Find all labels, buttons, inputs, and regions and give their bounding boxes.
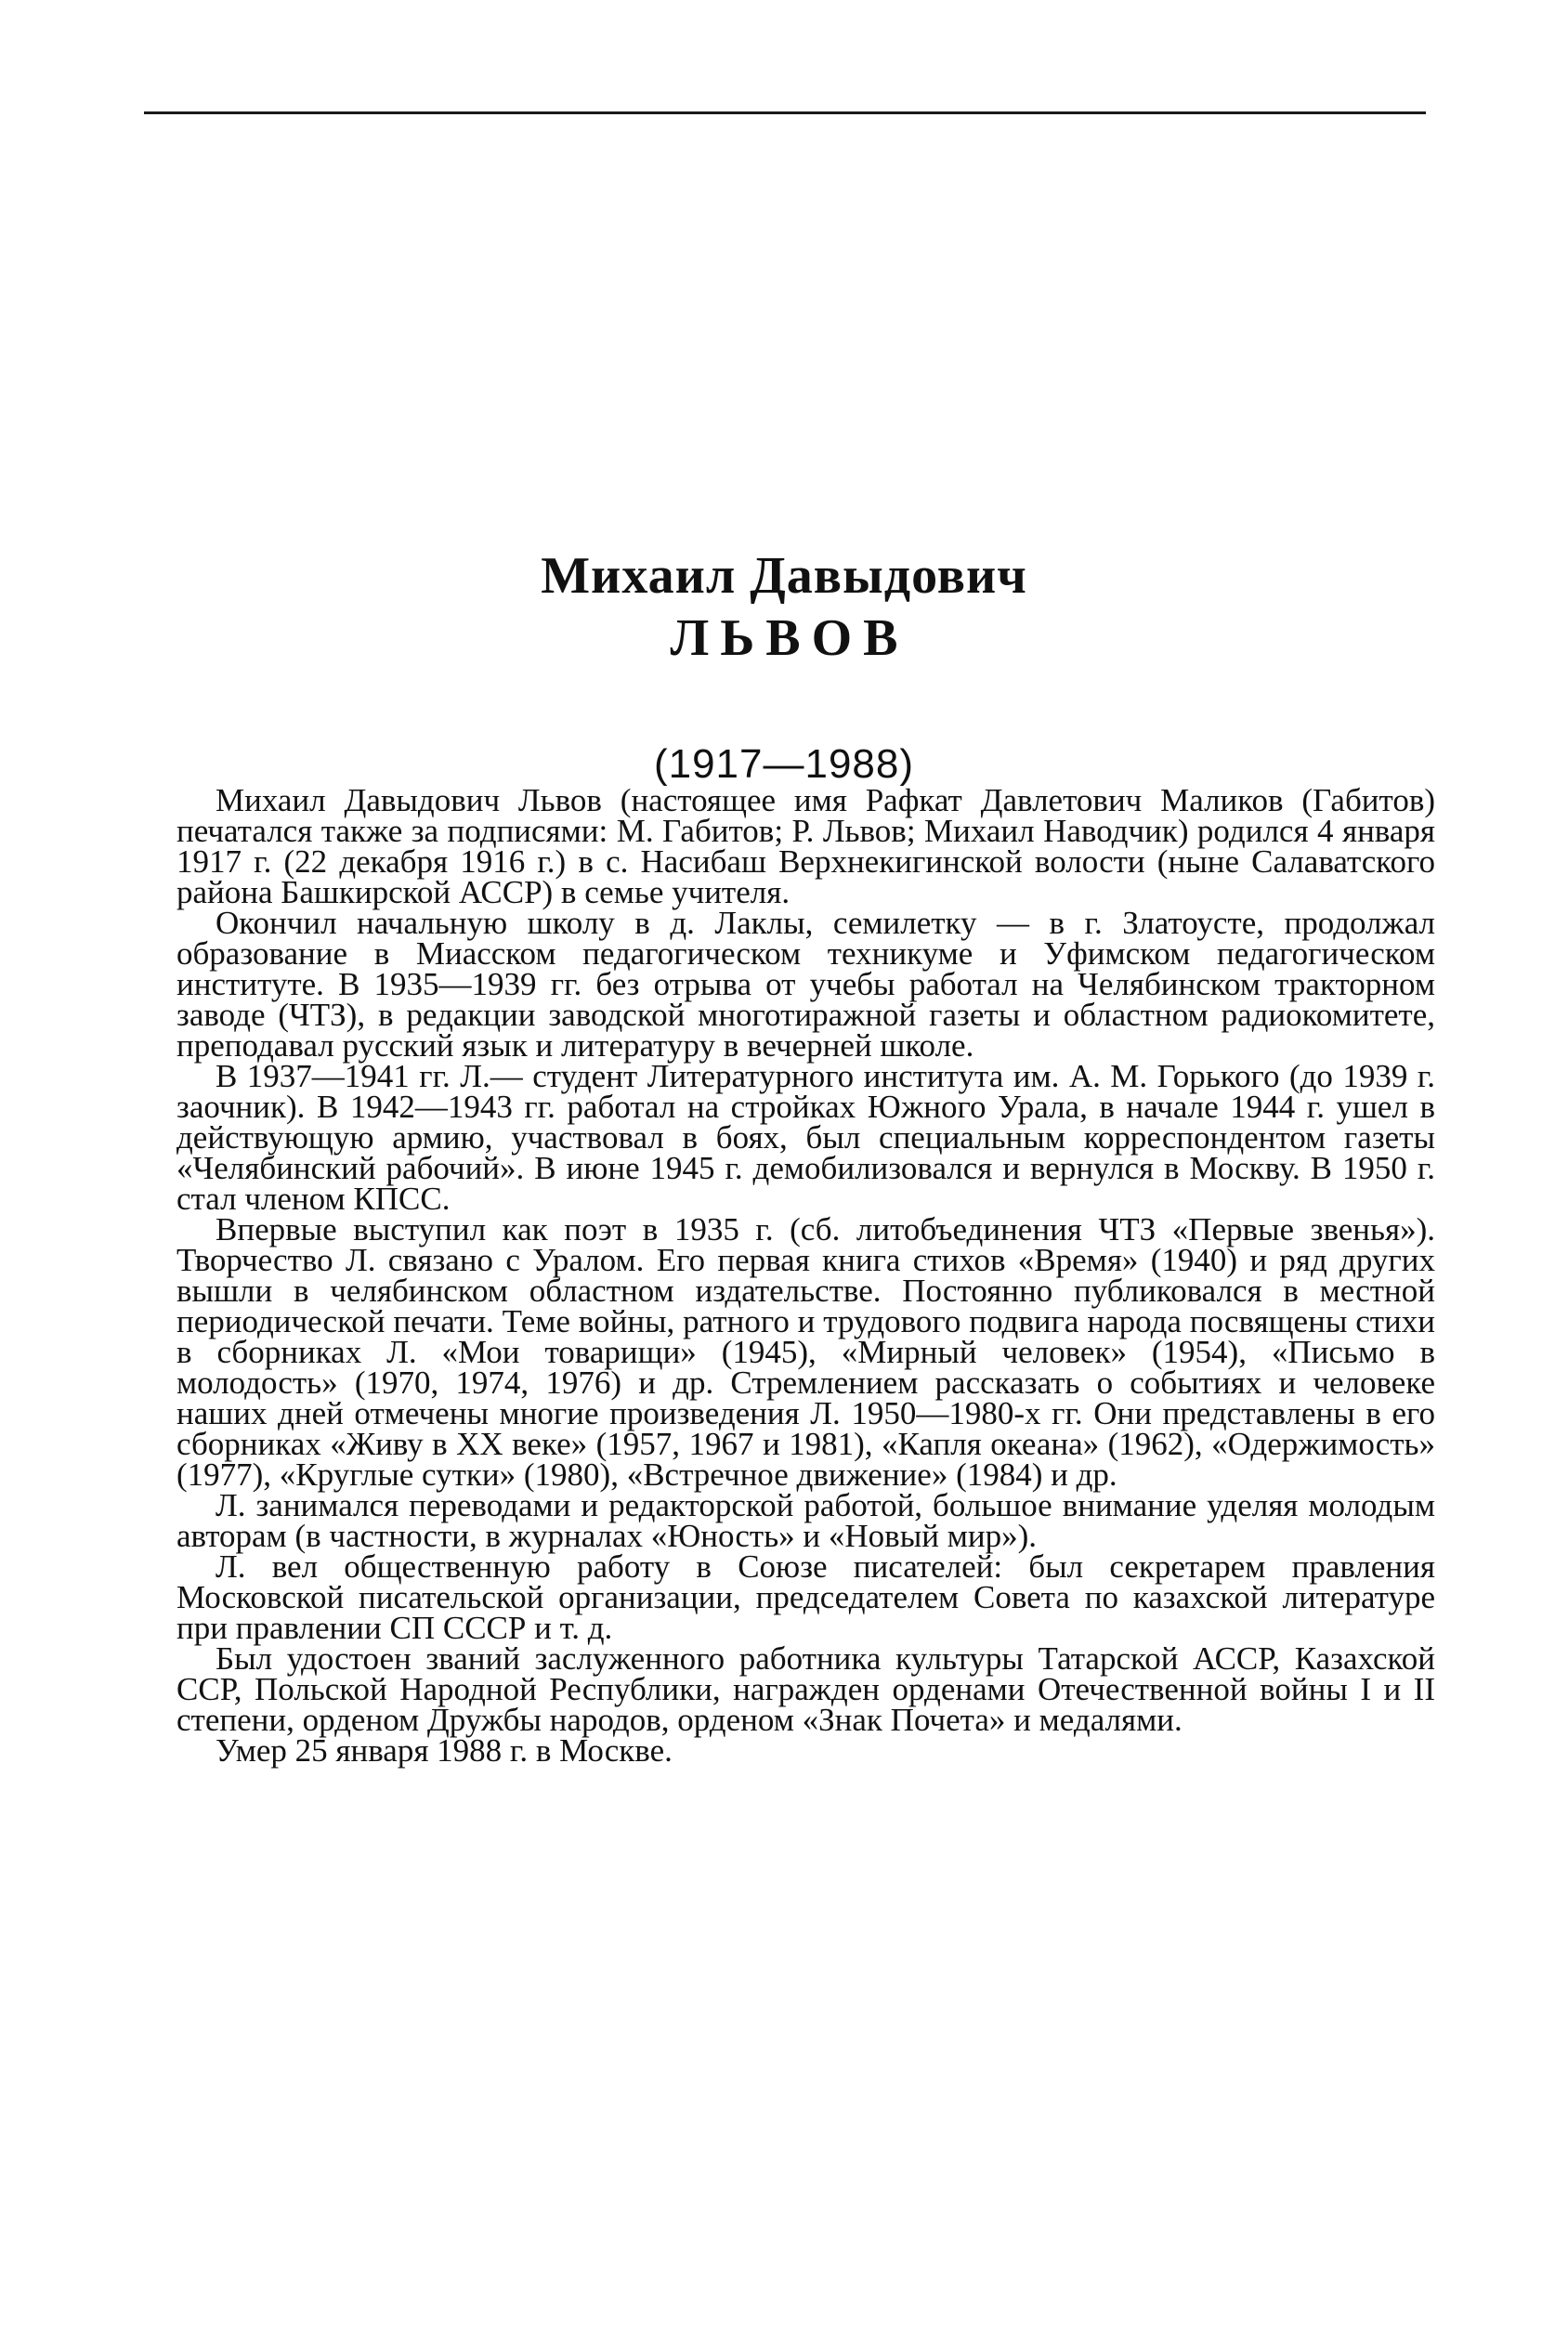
author-name: Михаил Давыдович (541, 547, 1027, 605)
heading-block (0, 546, 1568, 789)
bio-paragraph-birth: Михаил Давыдович Львов (настоящее имя Рафкат Давлетович Маликов (Габитов) печатался также за подписями: М. Габитов; Р. Львов; Михаил Наводчик) родился 4 января 1917 г. (22 декабря 1916 г.) в с. Насибаш Верхнекигинской волости (ныне Салаватского района Башкирской АССР) в семье учителя. (176, 782, 1435, 910)
biography-text (176, 782, 1435, 1769)
author-years: (1917—1988) (653, 741, 915, 787)
bio-paragraph-war-years: В 1937—1941 гг. Л.— студент Литературного института им. А. М. Горького (до 1939 г. заочник). В 1942—1943 гг. работал на стройках Южного Урала, в начале 1944 г. ушел в действующую армию, участвовал в боях, был специальным корреспондентом газеты «Челябинский рабочий». В июне 1945 г. демобилизовался и вернулся в Москву. В 1950 г. стал членом КПСС. (176, 1058, 1435, 1217)
top-rule (144, 111, 1426, 114)
author-surname: ЛЬВОВ (670, 609, 909, 667)
bio-paragraph-awards: Был удостоен званий заслуженного работника культуры Татарской АССР, Казахской ССР, Польской Народной Республики, награжден орденами Отечественной войны I и II степени, орденом Дружбы народов, орденом «Знак Почета» и медалями. (176, 1640, 1435, 1738)
bio-paragraph-works: Впервые выступил как поэт в 1935 г. (сб. литобъединения ЧТЗ «Первые звенья»). Творчество Л. связано с Уралом. Его первая книга стихов «Время» (1940) и ряд других вышли в челябинском областном издательстве. Постоянно публиковался в местной периодической печати. Теме войны, ратного и трудового подвига народа посвящены стихи в сборниках Л. «Мои товарищи» (1945), «Мирный человек» (1954), «Письмо в молодость» (1970, 1974, 1976) и др. Стремлением рассказать о событиях и человеке наших дней отмечены многие произведения Л. 1950—1980-х гг. Они представлены в его сборниках «Живу в XX веке» (1957, 1967 и 1981), «Капля океана» (1962), «Одержимость» (1977), «Круглые сутки» (1980), «Встречное движение» (1984) и др. (176, 1211, 1435, 1493)
bio-paragraph-translations: Л. занимался переводами и редакторской работой, большое внимание уделяя молодым авторам (в частности, в журналах «Юность» и «Новый мир»). (176, 1487, 1435, 1554)
bio-paragraph-death: Умер 25 января 1988 г. в Москве. (216, 1732, 673, 1769)
bio-paragraph-education: Окончил начальную школу в д. Лаклы, семилетку — в г. Златоусте, продолжал образование в Миасском педагогическом техникуме и Уфимском педагогическом институте. В 1935—1939 гг. без отрыва от учебы работал на Челябинском тракторном заводе (ЧТЗ), в редакции заводской многотиражной газеты и областном радиокомитете, преподавал русский язык и литературу в вечерней школе. (176, 905, 1435, 1064)
bio-paragraph-public-work: Л. вел общественную работу в Союзе писателей: был секретарем правления Московской писательской организации, председателем Совета по казахской литературе при правлении СП СССР и т. д. (176, 1548, 1435, 1646)
